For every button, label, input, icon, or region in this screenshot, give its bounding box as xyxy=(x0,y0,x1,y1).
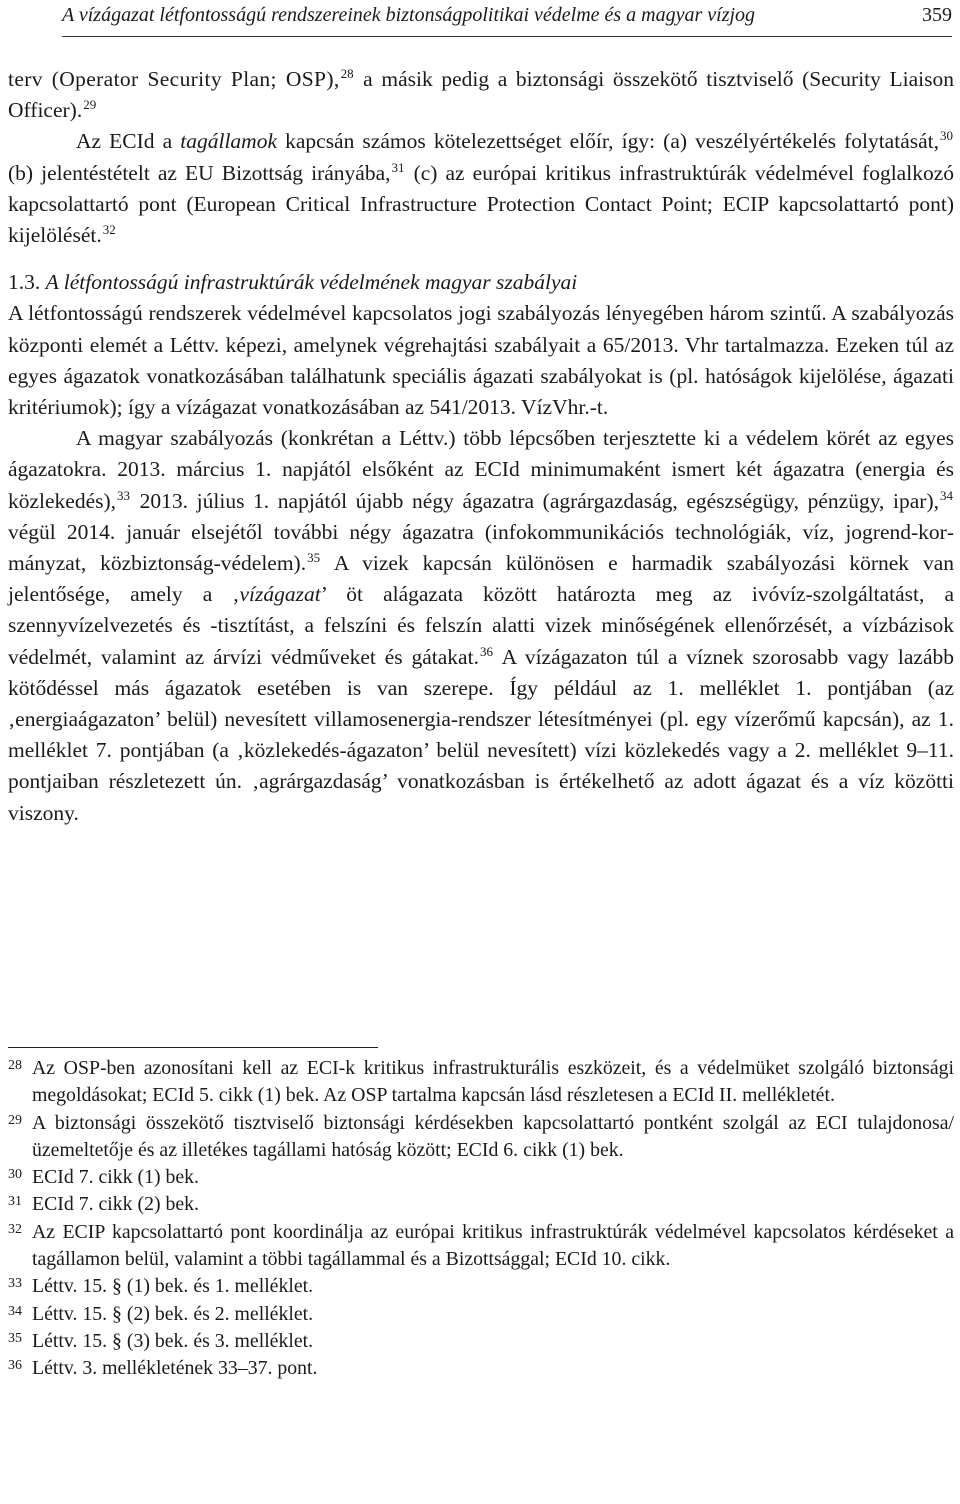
section-number: 1.3. xyxy=(8,270,41,295)
paragraph-4: A magyar szabályozás (konkrétan a Léttv.) több lépcsőben terjesztette ki a védelem körét az egyes ágazatokra. 2013. március 1. napjától elsőként az ECId minimumaként ismert két ágazatra (energia és közlekedés),$^{33}$ 2013. július 1. napjától újabb négy ágazatra (agrárgazdaság, egészségügy, pénzügy, ipar),$^{34}$ végül 2014. január elsejétől további négy ágazatra (infokommunikációs technológiák, víz, jogrend-kormányzat, közbiztonság-védelem).$^{35}$ A vizek kapcsán különösen e harmadik szabályozási körnek van jelentősége, amely a ‚vízágazat’ öt alágazata között határozta meg az ivóvíz-szolgáltatást, a szennyvízelvezetés és -tisztítást, a felszíni és felszín alatti vizek minőségének ellenőrzését, a vízbázisok védelmét, valamint az árvízi védműveket és gátakat.$^{36}$ A vízágazaton túl a víznek szorosabb vagy lazább kötődéssel más ágazatok esetében is van szerepe. Így például az 1. melléklet 1. pontjában (az ‚energiaágazaton’ belül) nevesített villamosenergia-rendszer létesítményei (pl. egy vízerőmű kapcsán), az 1. melléklet 7. pontjában (a ‚közlekedés-ágazaton’ belül nevesített) vízi közlekedés vagy a 2. melléklet 9–11. pontjaiban részletezett ún. ‚agrárgazdaság’ vonatkozásban is értékelhető az adott ágazat és a víz közötti viszony. xyxy=(8,426,954,825)
footnote-33 xyxy=(8,1273,954,1300)
footnote-number: 36 xyxy=(8,1358,22,1374)
footnote-ref-32[interactable]: 32 xyxy=(102,222,116,238)
paragraph-1: terv (Operator Security Plan; OSP),$^{28}$ a másik pedig a biztonsági összekötő tisztviselő (Security Liaison Officer).$^{29}$ xyxy=(8,66,955,123)
paragraph-2: Az ECId a tagállamok kapcsán számos kötelezettséget előír, így: (a) veszélyértékelés folytatását,$^{30}$ (b) jelentéstételt az EU Bizottság irányába,$^{31}$ (c) az európai kritikus infrastruktúrák védelmével foglalkozó kapcsolattartó pont (European Critical Infrastructure Protection Contact Point; ECIP kapcsolattartó pont) kijelölését.$^{32}$ xyxy=(8,128,954,248)
footnote-ref-30[interactable]: 30 xyxy=(940,128,953,144)
footnote-ref-33[interactable]: 33 xyxy=(117,487,131,503)
footnote-text: Léttv. 15. § (1) bek. és 1. melléklet. xyxy=(32,1275,314,1298)
footnote-ref-35[interactable]: 35 xyxy=(307,550,321,566)
footnote-36 xyxy=(8,1355,954,1382)
footnote-text: Léttv. 15. § (3) bek. és 3. melléklet. xyxy=(32,1329,314,1352)
footnote-31 xyxy=(8,1191,954,1218)
footnote-text: Az OSP-ben azonosítani kell az ECI-k kritikus infrastrukturális eszközeit, és a védelmüket szolgáló biztonsági megoldásokat; ECId 5. cikk (1) bek. Az OSP tartalma kapcsán lásd részletesen a ECId II. mellékletét. xyxy=(32,1057,954,1107)
emphasis-vizagazat: vízágazat xyxy=(239,582,321,607)
footnote-35 xyxy=(8,1328,954,1355)
footnote-text: Az ECIP kapcsolattartó pont koordinálja az európai kritikus infrastruktúrák védelmével kapcsolatos kérdéseket a tagállamon belül, valamint a többi tagállammal és a Bizottsággal; ECId 10. cikk. xyxy=(32,1220,954,1271)
footnote-ref-36[interactable]: 36 xyxy=(479,643,493,659)
footnote-32 xyxy=(8,1219,954,1274)
footnote-separator xyxy=(8,1047,378,1048)
footnote-number: 32 xyxy=(8,1221,22,1237)
paragraph-3: A létfontosságú rendszerek védelmével kapcsolatos jogi szabályozás lényegében három szintű. A szabályozás központi elemét a Léttv. képezi, amelynek végrehajtási szabályait a 65/2013. Vhr tartalmazza. Ezeken túl az egyes ágazatok vonatkozásában találhatunk speciális ágazati szabályokat is (pl. hatóságok kijelölése, ágazati kritériumok); így a vízágazat vonatkozásában az 541/2013. VízVhr.-t. xyxy=(8,301,954,420)
running-header xyxy=(62,0,952,37)
section-title: A létfontosságú infrastruktúrák védelmének magyar szabályai xyxy=(45,270,578,295)
footnote-number: 31 xyxy=(8,1194,22,1210)
footnote-number: 30 xyxy=(8,1167,22,1183)
footnote-number: 33 xyxy=(8,1276,22,1292)
footnotes xyxy=(8,1055,954,1383)
footnote-text: ECId 7. cikk (2) bek. xyxy=(32,1193,200,1216)
footnote-ref-34[interactable]: 34 xyxy=(940,487,953,503)
footnote-34 xyxy=(8,1301,954,1328)
emphasis-tagallamok: tagállamok xyxy=(180,129,278,154)
footnote-text: A biztonsági összekötő tisztviselő biztonsági kérdésekben kapcsolattartó pontként szolgál az ECI tulajdonosa/üzemeltetője és az illetékes tagállami hatóság között; ECId 6. cikk (1) bek. xyxy=(32,1111,954,1161)
footnote-number: 29 xyxy=(8,1112,22,1128)
footnote-number: 35 xyxy=(8,1330,22,1346)
footnote-28 xyxy=(8,1055,954,1110)
footnote-number: 28 xyxy=(8,1058,22,1073)
running-header-title: A vízágazat létfontosságú rendszereinek biztonságpolitikai védelme és a magyar vízjog xyxy=(62,4,756,26)
footnote-text: ECId 7. cikk (1) bek. xyxy=(32,1166,200,1189)
footnote-ref-28[interactable]: 28 xyxy=(340,66,354,81)
footnote-number: 34 xyxy=(8,1303,22,1319)
footnote-ref-29[interactable]: 29 xyxy=(83,97,97,113)
footnote-text: Léttv. 3. mellékletének 33–37. pont. xyxy=(32,1357,318,1380)
footnote-30 xyxy=(8,1164,954,1191)
page-number: 359 xyxy=(922,4,952,26)
footnote-29 xyxy=(8,1110,954,1165)
section-heading xyxy=(8,267,954,298)
body-text xyxy=(8,64,954,829)
footnote-ref-31[interactable]: 31 xyxy=(391,159,405,175)
footnote-text: Léttv. 15. § (2) bek. és 2. melléklet. xyxy=(32,1302,314,1325)
